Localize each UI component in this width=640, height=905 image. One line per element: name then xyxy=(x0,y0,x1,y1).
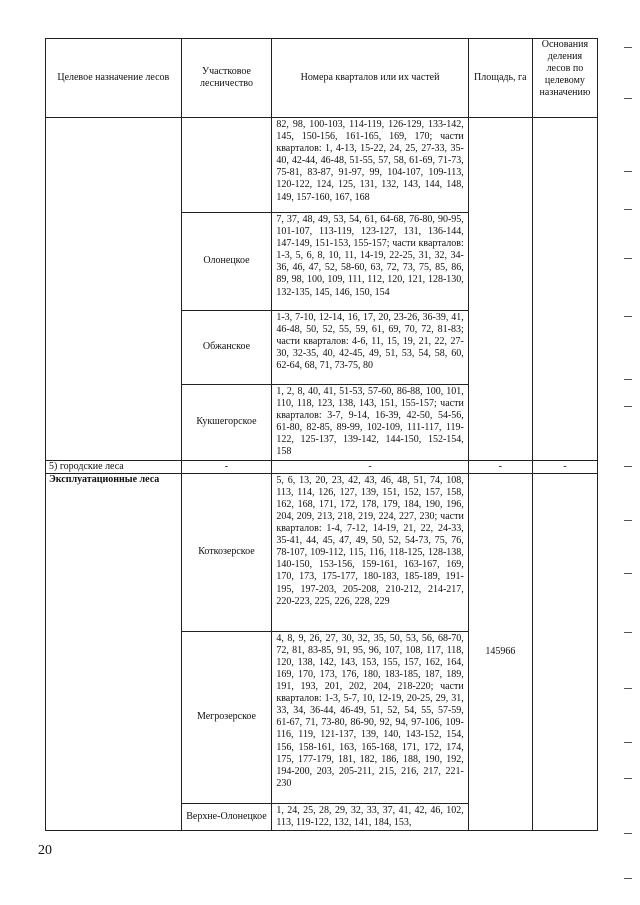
edge-mark xyxy=(624,573,632,574)
table-row xyxy=(46,118,598,213)
edge-mark xyxy=(624,632,632,633)
district-cell: Олонецкое xyxy=(181,213,272,311)
forest-table xyxy=(45,38,598,831)
basis-cell-empty xyxy=(532,473,597,830)
dash-cell: - xyxy=(468,460,532,473)
quarters-cell: 1, 2, 8, 40, 41, 51-53, 57-60, 86-88, 100, 101, 110, 118, 123, 138, 143, 151, 155-157; части кварталов: 3-7, 9-14, 16-39, 42-50, 54-56, 61-80, 82-85, 89-99, 102-109, 111-117, 119-122, 125-137, 139-142, 144-150, 152-154, 158 xyxy=(272,385,468,461)
purpose-cell-empty xyxy=(46,118,182,461)
district-cell xyxy=(181,118,272,213)
edge-mark xyxy=(624,406,632,407)
header-area: Площадь, га xyxy=(468,39,532,118)
edge-mark xyxy=(624,688,632,689)
header-row xyxy=(46,39,598,118)
table-row xyxy=(46,473,598,631)
district-cell: Верхне-Олонецкое xyxy=(181,803,272,830)
area-cell: 145966 xyxy=(468,473,532,830)
urban-forest-row xyxy=(46,460,598,473)
edge-mark xyxy=(624,379,632,380)
edge-mark xyxy=(624,98,632,99)
edge-mark xyxy=(624,316,632,317)
district-cell: Мегрозерское xyxy=(181,631,272,803)
quarters-cell: 4, 8, 9, 26, 27, 30, 32, 35, 50, 53, 56, 68-70, 72, 81, 83-85, 91, 95, 96, 107, 108, 117, 118, 120, 138, 142, 143, 153, 155, 157, 162, 164, 169, 170, 173, 176, 180, 183-185, 187, 189, 191, 193, 201, 202, 204, 218-220; части кварталов: 1-3, 5-7, 10, 12-19, 20-25, 29, 31, 33, 34, 36-44, 46-49, 51, 52, 54, 55, 57-59, 61-67, 71, 73-80, 86-90, 92, 94, 97-106, 109-116, 119, 121-137, 139, 140, 143-152, 154, 156, 158-161, 163, 165-168, 171, 172, 174, 175, 177-179, 181, 182, 186, 188, 190, 192, 194-200, 203, 205-211, 215, 216, 217, 221-230 xyxy=(272,631,468,803)
header-purpose: Целевое назначение лесов xyxy=(46,39,182,118)
quarters-cell: 5, 6, 13, 20, 23, 42, 43, 46, 48, 51, 74, 108, 113, 114, 126, 127, 139, 151, 152, 157, 158, 162, 168, 171, 172, 178, 179, 184, 190, 196, 204, 209, 213, 218, 219, 224, 227, 230; части кварталов: 1-4, 7-12, 14-19, 21, 22, 24-33, 35-41, 44, 45, 47, 49, 50, 52, 54-73, 75, 76, 78-107, 109-112, 115, 116, 118-125, 128-138, 140-150, 153-156, 159-161, 163-167, 169, 170, 173, 175-177, 180-183, 185-189, 191-195, 197-203, 205-208, 210-212, 214-217, 220-223, 225, 226, 228, 229 xyxy=(272,473,468,631)
district-cell: Кукшегорское xyxy=(181,385,272,461)
edge-mark xyxy=(624,258,632,259)
edge-mark xyxy=(624,209,632,210)
header-basis: Основания деления лесов по целевому назначению xyxy=(532,39,597,118)
header-district: Участковое лесничество xyxy=(181,39,272,118)
district-cell: Обжанское xyxy=(181,311,272,385)
district-cell: Коткозерское xyxy=(181,473,272,631)
edge-mark xyxy=(624,171,632,172)
edge-mark xyxy=(624,878,632,879)
quarters-cell: 1, 24, 25, 28, 29, 32, 33, 37, 41, 42, 46, 102, 113, 119-122, 132, 141, 184, 153, xyxy=(272,803,468,830)
page-number: 20 xyxy=(38,843,52,858)
dash-cell: - xyxy=(272,460,468,473)
basis-cell-empty xyxy=(532,118,597,461)
dash-cell: - xyxy=(181,460,272,473)
header-quarters: Номера кварталов или их частей xyxy=(272,39,468,118)
edge-mark xyxy=(624,833,632,834)
urban-forest-label: 5) городские леса xyxy=(46,460,182,473)
edge-mark xyxy=(624,466,632,467)
quarters-cell: 82, 98, 100-103, 114-119, 126-129, 133-142, 145, 150-156, 161-165, 169, 170; части кварталов: 1, 4-13, 15-22, 24, 25, 27-33, 35-40, 42-44, 46-48, 51-55, 57, 58, 61-69, 71-73, 75-81, 83-87, 91-97, 99, 104-107, 109-113, 120-122, 124, 125, 131, 132, 143, 144, 148, 149, 157-160, 167, 168 xyxy=(272,118,468,213)
quarters-cell: 1-3, 7-10, 12-14, 16, 17, 20, 23-26, 36-39, 41, 46-48, 50, 52, 55, 59, 61, 69, 70, 72, 81-83; части кварталов: 4-6, 11, 15, 19, 21, 22, 27-30, 32-35, 40, 42-45, 49, 51, 53, 54, 58, 60, 62-64, 68, 71, 73-75, 80 xyxy=(272,311,468,385)
exploitation-label: Эксплуатационные леса xyxy=(46,473,182,830)
edge-mark xyxy=(624,47,632,48)
dash-cell: - xyxy=(532,460,597,473)
edge-mark xyxy=(624,520,632,521)
area-cell-empty xyxy=(468,118,532,461)
edge-mark xyxy=(624,778,632,779)
quarters-cell: 7, 37, 48, 49, 53, 54, 61, 64-68, 76-80, 90-95, 101-107, 113-119, 123-127, 131, 136-144, 147-149, 151-153, 155-157; части кварталов: 1-3, 5, 6, 8, 10, 11, 14-19, 22-25, 31, 32, 34-36, 46, 47, 52, 58-60, 63, 72, 73, 75, 85, 86, 89, 98, 100, 109, 111, 112, 120, 121, 128-130, 132-135, 145, 146, 150, 154 xyxy=(272,213,468,311)
edge-mark xyxy=(624,742,632,743)
